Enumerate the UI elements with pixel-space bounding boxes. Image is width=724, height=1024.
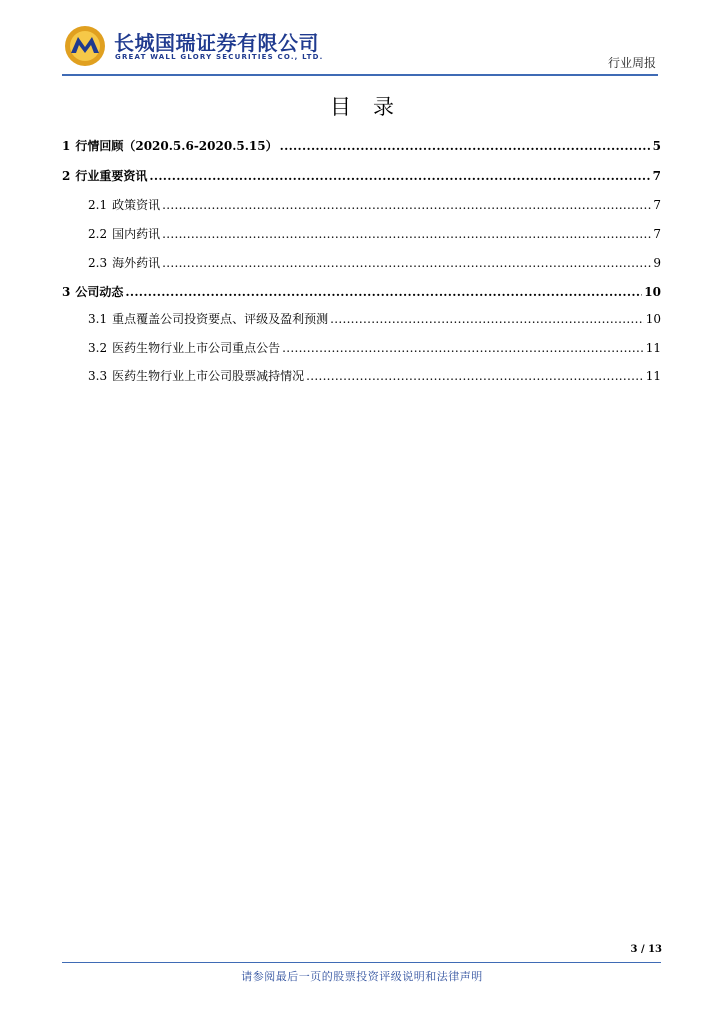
toc-leader-dots xyxy=(162,225,651,243)
toc-entry[interactable] xyxy=(62,196,661,214)
toc-entry-number: 3.2 xyxy=(88,341,108,355)
company-name-cn: 长城国瑞证券有限公司 xyxy=(114,31,319,55)
toc-entry-page: 5 xyxy=(652,139,661,153)
toc-entry[interactable] xyxy=(62,283,661,301)
toc-leader-dots xyxy=(125,283,642,301)
toc-entry-title: 公司动态 xyxy=(75,285,124,299)
toc-entry-title: 重点覆盖公司投资要点、评级及盈利预测 xyxy=(112,312,329,326)
toc-leader-dots xyxy=(306,367,644,385)
toc-entry-page: 7 xyxy=(653,198,661,212)
toc-entry[interactable] xyxy=(62,367,661,385)
toc-leader-dots xyxy=(162,196,651,214)
toc-entry[interactable] xyxy=(62,137,661,155)
toc-leader-dots xyxy=(282,339,644,357)
toc-entry-title: 医药生物行业上市公司股票减持情况 xyxy=(112,369,305,383)
toc-entry-page: 7 xyxy=(652,169,661,183)
toc-entry-page: 9 xyxy=(653,256,661,270)
toc-title: 目录 xyxy=(330,95,416,119)
toc-entry[interactable] xyxy=(62,339,661,357)
page-header xyxy=(62,22,658,77)
toc-entry-page: 10 xyxy=(644,285,661,299)
toc-entry-number: 3.1 xyxy=(88,312,108,326)
header-divider xyxy=(62,74,658,76)
page-number: 3 / 13 xyxy=(630,944,662,955)
toc-entry-title: 国内药讯 xyxy=(112,227,161,241)
toc-entry-title: 政策资讯 xyxy=(112,198,161,212)
toc-entry-page: 11 xyxy=(645,341,661,355)
toc-entry-title: 医药生物行业上市公司重点公告 xyxy=(112,341,281,355)
toc-entry-number: 2.2 xyxy=(88,227,108,241)
footer-divider xyxy=(62,962,661,963)
toc-entry-number: 2.3 xyxy=(88,256,108,270)
toc-entry-number: 2.1 xyxy=(88,198,108,212)
toc-entry-page: 11 xyxy=(645,369,661,383)
toc-entry-page: 10 xyxy=(645,312,661,326)
toc-entry-title: 行业重要资讯 xyxy=(75,169,148,183)
toc-entry-number: 1 xyxy=(62,139,71,153)
company-name-en: GREAT WALL GLORY SECURITIES CO., LTD. xyxy=(115,53,324,61)
footer-disclaimer: 请参阅最后一页的股票投资评级说明和法律声明 xyxy=(241,970,483,983)
toc-entry-number: 3 xyxy=(62,285,71,299)
toc-leader-dots xyxy=(162,254,651,272)
toc-leader-dots xyxy=(330,310,644,328)
toc-entry-page: 7 xyxy=(653,227,661,241)
toc-entry-number: 2 xyxy=(62,169,71,183)
toc-entry-title: 行情回顾（2020.5.6-2020.5.15） xyxy=(75,139,278,153)
report-type-label: 行业周报 xyxy=(607,56,656,70)
toc-entry-title: 海外药讯 xyxy=(112,256,161,270)
toc-entry[interactable] xyxy=(62,167,661,185)
toc-leader-dots xyxy=(149,167,650,185)
company-logo-icon xyxy=(64,25,106,67)
toc-entry-number: 3.3 xyxy=(88,369,108,383)
toc-entry[interactable] xyxy=(62,225,661,243)
toc-entry[interactable] xyxy=(62,254,661,272)
toc-entry[interactable] xyxy=(62,310,661,328)
toc-leader-dots xyxy=(280,137,651,155)
